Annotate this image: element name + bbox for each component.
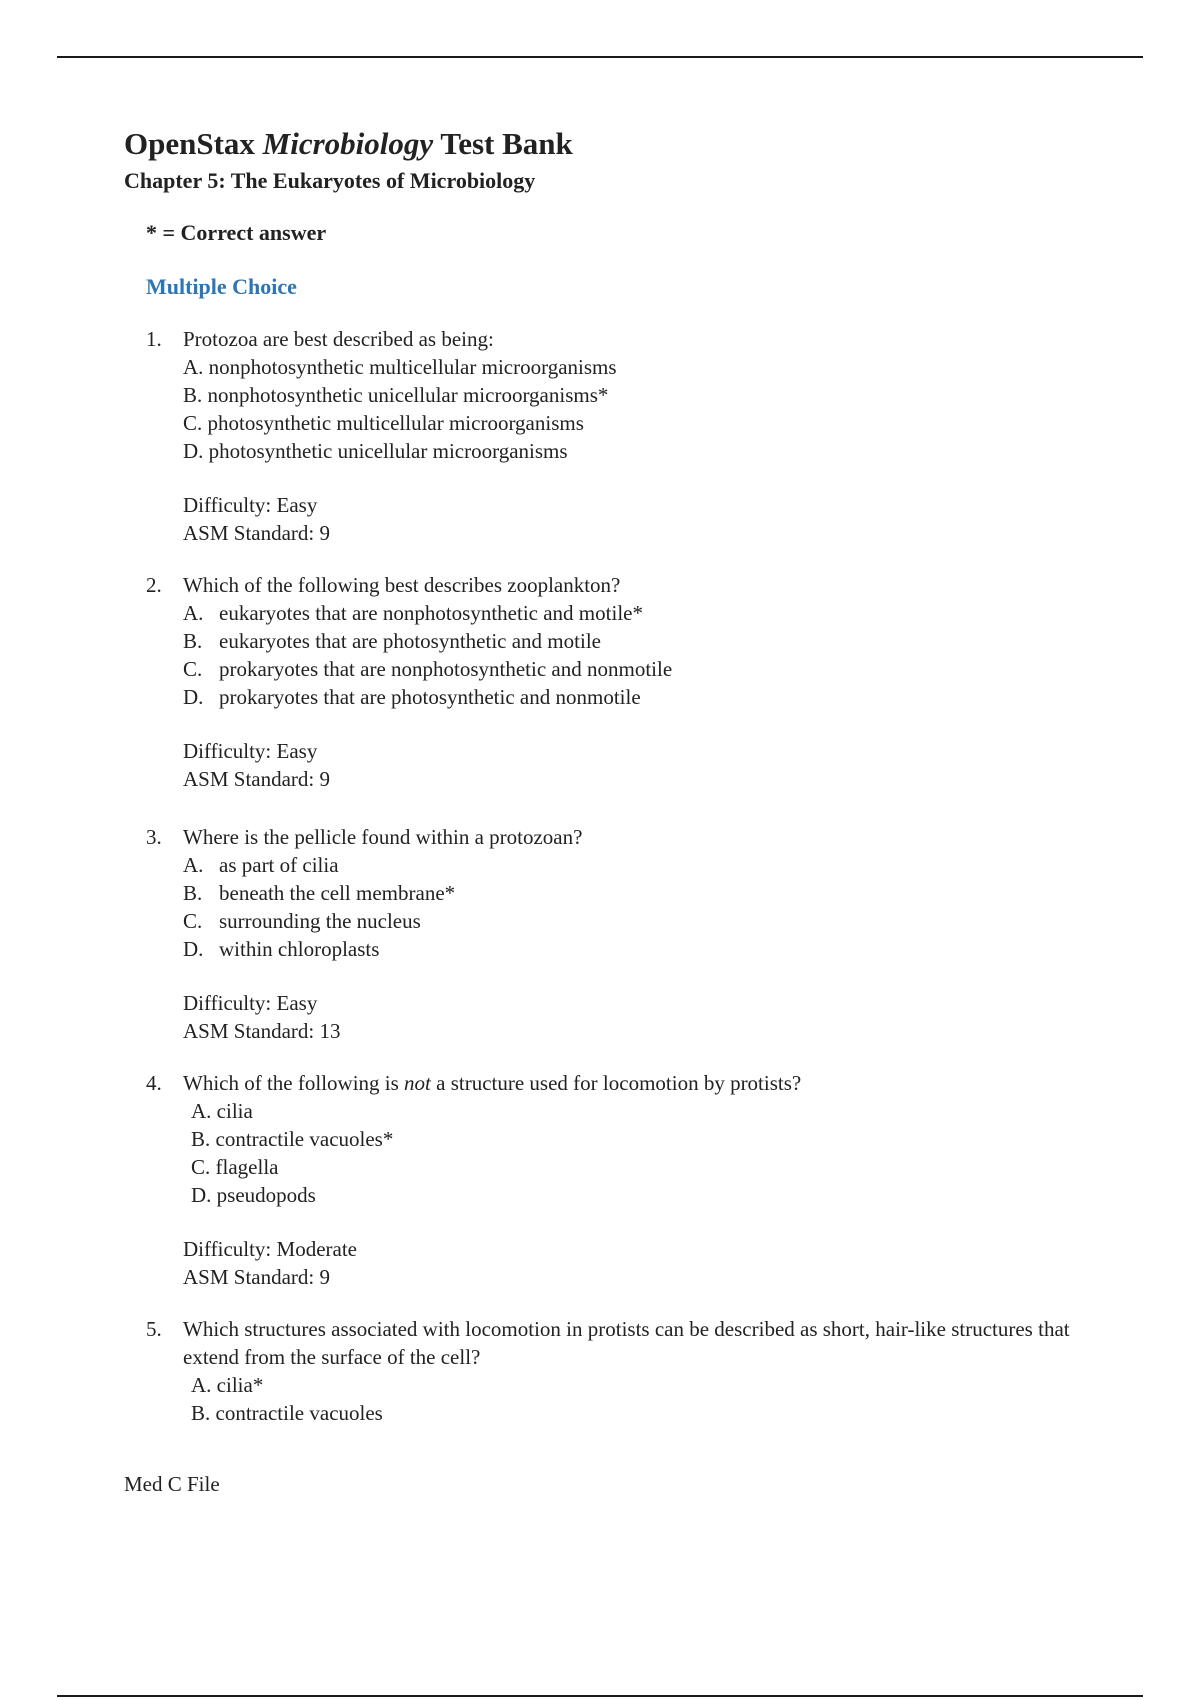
question-text: Which of the following best describes zooplankton?	[183, 573, 621, 597]
section-heading: Multiple Choice	[146, 274, 297, 299]
difficulty-label: Difficulty: Moderate	[183, 1237, 357, 1261]
option-a: A. nonphotosynthetic multicellular microorganisms	[183, 355, 617, 379]
option-a: A. cilia*	[191, 1373, 264, 1397]
difficulty-label: Difficulty: Easy	[183, 493, 318, 517]
option-b: B. beneath the cell membrane*	[183, 881, 456, 905]
question-text: Protozoa are best described as being:	[183, 327, 494, 351]
question-number: 4.	[146, 1071, 162, 1095]
option-d: D. pseudopods	[191, 1183, 316, 1207]
question-number: 2.	[146, 573, 162, 597]
question-2	[146, 571, 1124, 793]
option-a: A. cilia	[191, 1099, 253, 1123]
document-page	[124, 124, 1124, 1427]
footer-text: Med C File	[124, 1472, 220, 1496]
asm-standard-label: ASM Standard: 13	[183, 1019, 341, 1043]
asm-standard-label: ASM Standard: 9	[183, 767, 330, 791]
option-c: C. photosynthetic multicellular microorganisms	[183, 411, 584, 435]
option-b: B. contractile vacuoles	[191, 1401, 383, 1425]
option-a: A. eukaryotes that are nonphotosynthetic and motile*	[183, 601, 643, 625]
answer-legend: * = Correct answer	[146, 220, 327, 245]
question-number: 5.	[146, 1317, 162, 1341]
option-c: C. prokaryotes that are nonphotosynthetic and nonmotile	[183, 657, 673, 681]
question-text: Which of the following is not a structure used for locomotion by protists?	[183, 1071, 802, 1095]
question-text: Which structures associated with locomotion in protists can be described as short, hair-like structures that extend from the surface of the cell?	[183, 1317, 1070, 1369]
asm-standard-label: ASM Standard: 9	[183, 521, 330, 545]
question-text: Where is the pellicle found within a protozoan?	[183, 825, 583, 849]
difficulty-label: Difficulty: Easy	[183, 739, 318, 763]
difficulty-label: Difficulty: Easy	[183, 991, 318, 1015]
asm-standard-label: ASM Standard: 9	[183, 1265, 330, 1289]
option-d: D. within chloroplasts	[183, 937, 380, 961]
option-c: C. flagella	[191, 1155, 279, 1179]
document-title: OpenStax Microbiology Test Bank	[124, 126, 573, 161]
option-b: B. nonphotosynthetic unicellular microorganisms*	[183, 383, 609, 407]
option-a: A. as part of cilia	[183, 853, 339, 877]
question-3	[146, 823, 1124, 1045]
question-number: 1.	[146, 327, 162, 351]
bottom-rule	[57, 1695, 1143, 1697]
question-number: 3.	[146, 825, 162, 849]
question-4	[146, 1069, 1124, 1291]
option-d: D. prokaryotes that are photosynthetic and nonmotile	[183, 685, 641, 709]
top-rule	[57, 56, 1143, 58]
question-1	[146, 325, 1124, 547]
question-5	[146, 1315, 1124, 1427]
option-b: B. eukaryotes that are photosynthetic and motile	[183, 629, 601, 653]
option-b: B. contractile vacuoles*	[191, 1127, 394, 1151]
option-c: C. surrounding the nucleus	[183, 909, 421, 933]
chapter-title: Chapter 5: The Eukaryotes of Microbiology	[124, 168, 536, 193]
option-d: D. photosynthetic unicellular microorganisms	[183, 439, 568, 463]
